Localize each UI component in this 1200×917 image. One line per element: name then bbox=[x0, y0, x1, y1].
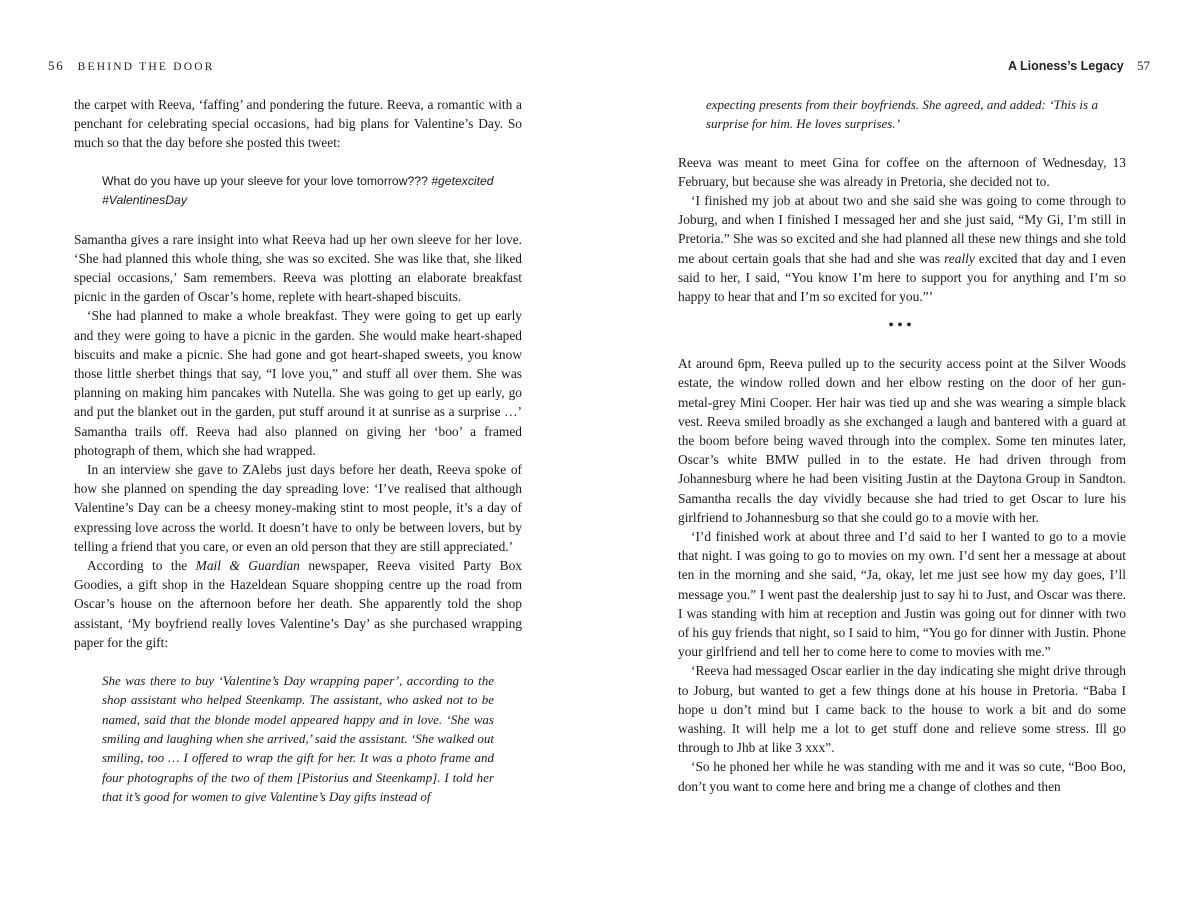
block-quote-continued: expecting presents from their boyfriends. She agreed, and added: ‘This is a surprise for him. He loves surprises.’ bbox=[706, 97, 1098, 132]
right-text-block bbox=[678, 95, 1126, 796]
paragraph bbox=[74, 556, 522, 652]
left-text-block bbox=[74, 95, 522, 806]
running-head-right bbox=[1008, 58, 1150, 74]
hashtag: #getexcited bbox=[431, 173, 494, 188]
paragraph-text: newspaper, Reeva visited Party Box Goodies, a gift shop in the Hazeldean Square shopping centre up the road from Oscar’s house on the afternoon before her death. She apparently told the shop assistant, ‘My boyfriend really loves Valentine’s Day’ as she purchased wrapping paper for the gift: bbox=[74, 558, 523, 650]
paragraph: ‘So he phoned her while he was standing with me and it was so cute, “Boo Boo, don’t you want to come here and bring me a change of clothes and then bbox=[678, 759, 1126, 794]
page-number-left: 56 bbox=[48, 58, 65, 73]
paragraph: At around 6pm, Reeva pulled up to the security access point at the Silver Woods estate, the window rolled down and her elbow resting on the door of her gun-metal-grey Mini Cooper. Her hair was tied up and she was wearing a simple black vest. Reeva smiled broadly as she exchanged a laugh and bantered with a guard at the boom before being waved through into the complex. Some ten minutes later, Oscar’s white BMW pulled in to the estate. He had driven through from Johannesburg where he had been visiting Justin at the Daytona Group in Sandton. Samantha recalls the day vividly because she had tried to get Oscar to lure his girlfriend to Johannesburg so that she could go to a movie with her. bbox=[678, 356, 1126, 525]
tweet-quote bbox=[102, 172, 522, 211]
hashtag: #ValentinesDay bbox=[102, 193, 187, 208]
tweet-text: What do you have up your sleeve for your love tomorrow??? bbox=[102, 173, 428, 188]
paragraph-text: excited that day and I even said to her, I said, “You know I’m here to support you for anything and I’m so happy to hear that and I’m so excited for you.”’ bbox=[678, 250, 1126, 305]
paragraph: ‘She had planned to make a whole breakfast. They were going to get up early and they were going to have a picnic in the garden. She would make heart-shaped biscuits and make a picnic. She had gone and got heart-shaped sweets, you know those little sherbet things that say, “I love you,” and stuff all over them. She was planning on making him pancakes with Nutella. She was going to get up early, go and put the blanket out in the garden, put stuff around it at sunrise as a surprise …’ Samantha trails off. Reeva had also planned on giving her ‘boo’ a framed photograph of them, which she had wrapped. bbox=[74, 308, 522, 458]
paragraph: Reeva was meant to meet Gina for coffee on the afternoon of Wednesday, 13 February, but because she was already in Pretoria, she decided not to. bbox=[678, 154, 1126, 189]
paragraph: In an interview she gave to ZAlebs just days before her death, Reeva spoke of how she planned on spending the day spreading love: ‘I’ve realised that although Valentine’s Day can be a cheesy money-making stint to most people, it’s a day of expressing love across the world. It doesn’t have to only be between lovers, but by telling a friend that you care, or even an old person that they are still appreciated.’ bbox=[74, 462, 522, 554]
emphasis: really bbox=[944, 250, 975, 266]
running-title-left: BEHIND THE DOOR bbox=[77, 61, 215, 73]
running-title-right: A Lioness’s Legacy bbox=[1007, 59, 1124, 73]
paragraph: the carpet with Reeva, ‘faffing’ and pondering the future. Reeva, a romantic with a penchant for celebrating special occasions, had big plans for Valentine’s Day. So much so that the day before she posted this tweet: bbox=[74, 97, 522, 151]
paragraph bbox=[678, 191, 1126, 306]
paragraph: ‘I’d finished work at about three and I’d said to her I wanted to go to a movie that night. I was going to go to movies on my own. I’d sent her a message at about ten in the morning and she said, “Ja, okay, let me just see how my day goes, I’ll message you.” I went past the dealership just to say hi to Just, and Oscar was there. I was standing with him at reception and Justin was going out for dinner with two of his guy friends that night, so I said to him, “You go for dinner with Justin. Phone your girlfriend and tell her to come here to come to movies with me.” bbox=[678, 529, 1126, 660]
newspaper-name: Mail & Guardian bbox=[195, 558, 300, 574]
page-number-right: 57 bbox=[1137, 58, 1150, 73]
paragraph-text: ‘I finished my job at about two and she said she was going to come through to Joburg, and when I finished I messaged her and she just said, “My Gi, I’m still in Pretoria.” She was so excited and she had planned all these new things and she told me about certain goals that she had and she was bbox=[678, 193, 1126, 266]
running-head-left bbox=[48, 58, 215, 74]
right-page bbox=[600, 0, 1200, 917]
section-break: ••• bbox=[888, 318, 916, 334]
paragraph-text: According to the bbox=[87, 558, 196, 574]
paragraph: Samantha gives a rare insight into what Reeva had up her own sleeve for her love. ‘She had planned this whole thing, she was so excited. She was like that, she liked special occasions,’ Sam remembers. Reeva was plotting an elaborate breakfast picnic in the garden of Oscar’s home, replete with heart-shaped biscuits. bbox=[74, 231, 522, 305]
paragraph: ‘Reeva had messaged Oscar earlier in the day indicating she might drive through to Joburg, but wanted to get a few things done at his house in Pretoria. “Baba I hope u don’t mind but I came back to the house to work a bit and do some washing. It will help me a lot to get stuff done and relieve some stress. Ill go through to Jhb at like 3 xxx”. bbox=[678, 663, 1126, 756]
block-quote: She was there to buy ‘Valentine’s Day wrapping paper’, according to the shop assistant who helped Steenkamp. The assistant, who asked not to be named, said that the blonde model appeared happy and in love. ‘She was smiling and laughing when she arrived,’ said the assistant. ‘She walked out smiling, too … I offered to wrap the gift for her. It was a photo frame and four photographs of the two of them [Pistorius and Steenkamp]. I told her that it’s good for women to give Valentine’s Day gifts instead of bbox=[102, 673, 494, 804]
